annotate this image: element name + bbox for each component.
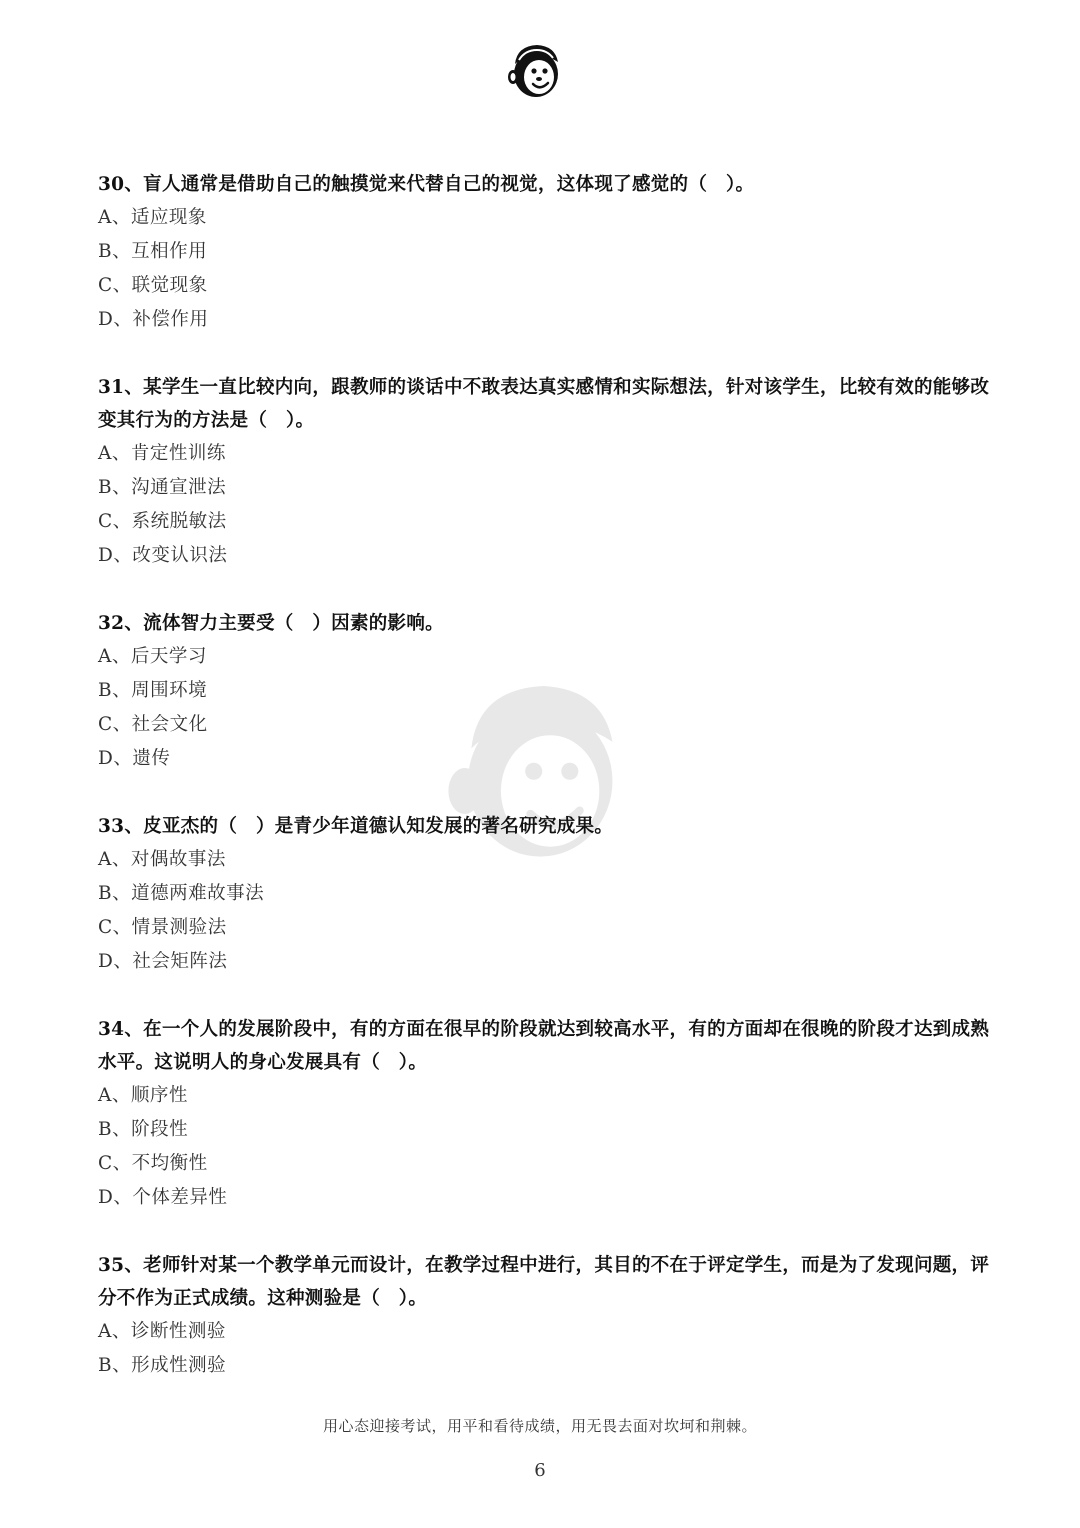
monkey-mascot-icon <box>503 40 567 100</box>
option-a: A、后天学习 <box>98 646 207 667</box>
option-a: A、对偶故事法 <box>98 849 226 870</box>
option-c: C、系统脱敏法 <box>98 511 227 532</box>
question-35 <box>98 1249 998 1383</box>
option-d: D、补偿作用 <box>98 309 209 330</box>
option-d: D、社会矩阵法 <box>98 951 228 972</box>
question-31 <box>98 371 998 573</box>
option-a: A、顺序性 <box>98 1085 188 1106</box>
option-c: C、社会文化 <box>98 714 208 735</box>
question-30 <box>98 168 998 337</box>
footer-motto: 用心态迎接考试，用平和看待成绩，用无畏去面对坎坷和荆棘。 <box>322 1417 757 1435</box>
question-stem: 33、皮亚杰的（ ）是青少年道德认知发展的著名研究成果。 <box>98 816 614 837</box>
question-stem: 32、流体智力主要受（ ）因素的影响。 <box>98 613 444 634</box>
question-33 <box>98 810 998 979</box>
question-32 <box>98 607 998 776</box>
option-a: A、适应现象 <box>98 207 207 228</box>
option-c: C、不均衡性 <box>98 1153 208 1174</box>
option-c: C、情景测验法 <box>98 917 227 938</box>
option-d: D、改变认识法 <box>98 545 228 566</box>
option-b: B、互相作用 <box>98 241 208 262</box>
question-list <box>98 168 998 1417</box>
option-a: A、诊断性测验 <box>98 1321 226 1342</box>
option-b: B、道德两难故事法 <box>98 883 265 904</box>
option-b: B、形成性测验 <box>98 1355 227 1376</box>
option-c: C、联觉现象 <box>98 275 208 296</box>
question-34 <box>98 1013 998 1215</box>
question-stem: 31、某学生一直比较内向，跟教师的谈话中不敢表达真实感情和实际想法，针对该学生，比较有效的能够改变其行为的方法是（ ）。 <box>98 377 990 431</box>
option-d: D、个体差异性 <box>98 1187 228 1208</box>
option-d: D、遗传 <box>98 748 171 769</box>
question-stem: 30、盲人通常是借助自己的触摸觉来代替自己的视觉，这体现了感觉的（ ）。 <box>98 174 755 195</box>
page-number: 6 <box>534 1460 546 1481</box>
question-stem: 34、在一个人的发展阶段中，有的方面在很早的阶段就达到较高水平，有的方面却在很晚的阶段才达到成熟水平。这说明人的身心发展具有（ ）。 <box>98 1019 990 1073</box>
option-b: B、沟通宣泄法 <box>98 477 227 498</box>
option-b: B、周围环境 <box>98 680 208 701</box>
question-stem: 35、老师针对某一个教学单元而设计，在教学过程中进行，其目的不在于评定学生，而是为了发现问题，评分不作为正式成绩。这种测验是（ ）。 <box>98 1255 990 1309</box>
option-b: B、阶段性 <box>98 1119 189 1140</box>
option-a: A、肯定性训练 <box>98 443 226 464</box>
